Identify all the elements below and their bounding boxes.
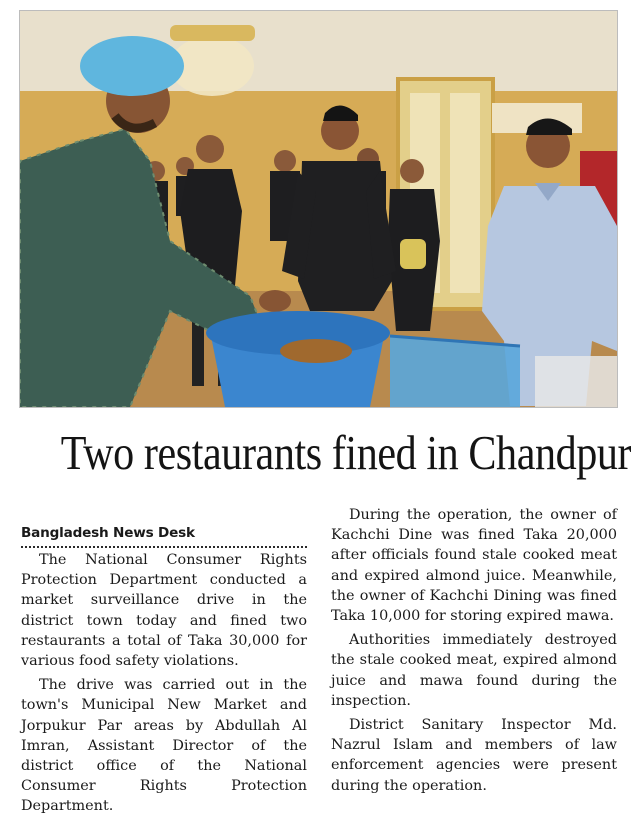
- byline: Bangladesh News Desk: [21, 524, 307, 548]
- headline: Two restaurants fined in Chandpur: [60, 425, 631, 480]
- blue-tub: [206, 311, 390, 407]
- article-column-2: [331, 505, 617, 800]
- article-column-1: [21, 524, 307, 821]
- paragraph-3: During the operation, the owner of Kachchi Dine was fined Taka 20,000 after officials found stale cooked meat and expired almond juice. Meanwhile, the owner of Kachchi Dining was fined Taka 10,000 for storing expired mawa.: [331, 507, 617, 625]
- paragraph-1: The National Consumer Rights Protection Department conducted a market surveillance drive in the district town today and fined two restaurants a total of Taka 30,000 for various food safety violations.: [21, 552, 307, 670]
- paragraph-2: The drive was carried out in the town's Municipal New Market and Jorpukur Par areas by Abdullah Al Imran, Assistant Director of the district office of the National Consumer Rights Protection Department.: [21, 677, 307, 815]
- blue-crate: [390, 336, 520, 407]
- plastic-bag: [535, 356, 617, 407]
- cooked-meat: [280, 339, 352, 363]
- paragraph-5: District Sanitary Inspector Md. Nazrul Islam and members of law enforcement agencies were present during the operation.: [331, 717, 617, 794]
- hairnet: [80, 36, 184, 96]
- paragraph-4: Authorities immediately destroyed the stale cooked meat, expired almond juice and mawa found during the inspection.: [331, 632, 617, 709]
- news-photo: [19, 10, 618, 408]
